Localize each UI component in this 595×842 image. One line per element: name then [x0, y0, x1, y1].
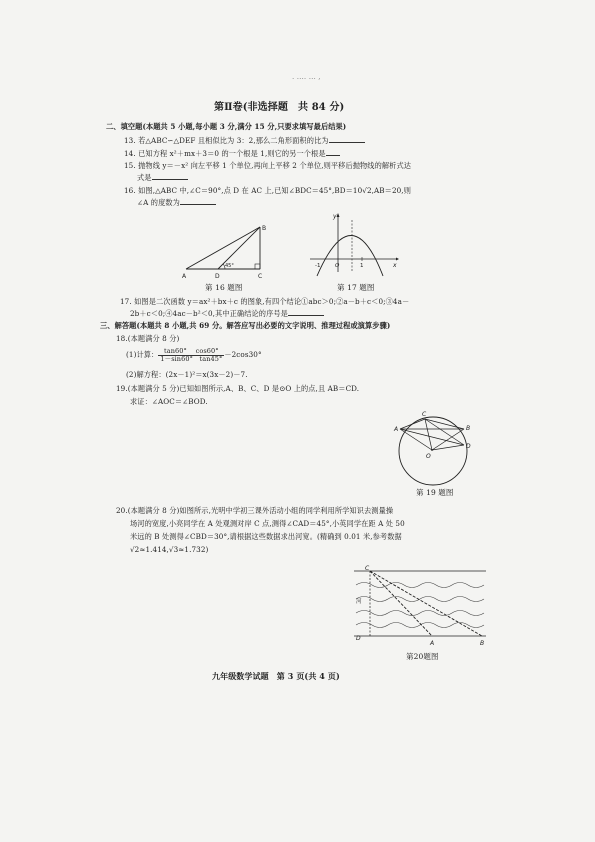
- fig16-label-c: C: [258, 273, 263, 280]
- question-15-line1: 15. 抛物线 y＝－x² 向左平移 1 个单位,再向上平移 2 个单位,则平移后抛物线的解析式达: [124, 161, 412, 170]
- answer-blank-15: [152, 172, 188, 180]
- question-20-line3: 米远的 B 处测得∠CBD＝30°,请根据这些数据求出河宽。(精确到 0.01 米,参考数据: [130, 532, 402, 541]
- fig16-caption: 第 16 题图: [205, 283, 243, 292]
- question-16-line2: ∠A 的度数为: [137, 197, 216, 207]
- fig20-label-d: D: [356, 635, 361, 642]
- fig19-label-d: D: [466, 443, 471, 450]
- question-19-line1: 19.(本题满分 5 分)已知如图所示,A、B、C、D 是⊙O 上的点,且 AB＝CD.: [116, 384, 360, 393]
- fig19-label-c: C: [422, 411, 427, 418]
- question-18-head: 18.(本题满分 8 分): [116, 334, 180, 343]
- fig19-label-a: A: [394, 426, 399, 433]
- question-17-line2: 2b＋c＜0;④4ac－b²＜0,其中正确结论的序号是: [130, 308, 324, 318]
- fig17-label-o: O: [335, 263, 340, 269]
- fig17-label-1: 1: [360, 263, 364, 269]
- fig16-label-d: D: [215, 273, 220, 280]
- question-18-part2: (2)解方程：(2x－1)²＝x(3x－2)－7.: [126, 370, 248, 379]
- question-15-line2: 式是: [137, 172, 188, 182]
- question-13: 13. 若△ABC∽△DEF 且相似比为 3：2,那么二角形面积的比为: [124, 135, 365, 145]
- q18-fraction: $\frac{\tan 60^\circ \cos 60^\circ}{1-\sin 60^\circ \tan 45^\circ}$: [160, 346, 223, 363]
- fig19-caption: 第 19 题图: [416, 488, 454, 497]
- section3-heading: 三、解答题(本题共 8 小题,共 69 分。解答应写出必要的文字说明、推理过程或演算步骤): [100, 321, 391, 330]
- fig16-angle: 45°: [225, 263, 234, 269]
- question-20-line1: 20.(本题满分 8 分)如图所示,光明中学初三课外活动小组的同学利用所学知识去测量操: [116, 506, 394, 515]
- fig19-label-b: B: [466, 425, 471, 432]
- question-14: 14. 已知方程 x²＋mx＋3＝0 的一个根是 1,则它的另一个根是: [124, 148, 340, 158]
- fig20-label-river: 河: [356, 599, 362, 605]
- fig20-label-c: C: [365, 565, 370, 572]
- fig16-label-b: B: [262, 225, 267, 232]
- answer-blank-13: [329, 135, 365, 143]
- question-16-line1: 16. 如图,△ABC 中,∠C＝90°,点 D 在 AC 上,已知∠BDC＝45°,BD＝10√2,AB＝20,则: [124, 186, 411, 195]
- question-19-line2: 求证：∠AOC＝∠BOD.: [130, 397, 208, 406]
- figure-17: [308, 210, 408, 280]
- page-footer: 九年级数学试题 第 3 页(共 4 页): [212, 671, 340, 681]
- fig20-label-b: B: [480, 640, 485, 647]
- fig17-label-minus1: -1: [315, 263, 321, 269]
- fig20-caption: 第20题图: [406, 652, 439, 661]
- figure-16: [178, 222, 278, 292]
- answer-blank-17: [288, 308, 324, 316]
- section2-heading: 二、填空题(本题共 5 小题,每小题 3 分,满分 15 分,只要求填写最后结果): [106, 122, 347, 131]
- top-marks: . .... ... ,: [292, 72, 321, 81]
- question-18-part1: (1)计算： $\frac{\tan 60^\circ \cos 60^\circ}{1-\sin 60^\circ \tan 45^\circ}$ －2cos30°: [126, 346, 262, 363]
- fig16-label-a: A: [182, 273, 187, 280]
- fig19-label-o: O: [426, 453, 431, 460]
- answer-blank-14: [326, 148, 340, 156]
- question-17-line1: 17. 如图是二次函数 y＝ax²＋bx＋c 的图象,有四个结论①abc＞0;②a－b＋c＜0;③4a－: [120, 297, 410, 306]
- answer-blank-16: [180, 197, 216, 205]
- question-20-line2: 场河的宽度,小亮同学在 A 处观测对岸 C 点,测得∠CAD＝45°,小英同学在距 A 处 50: [130, 519, 405, 528]
- figure-19: [394, 407, 484, 487]
- fig17-caption: 第 17 题图: [337, 283, 375, 292]
- fig20-label-a: A: [430, 640, 435, 647]
- fig17-label-x: x: [393, 262, 397, 269]
- figure-20: [348, 563, 488, 653]
- fig17-label-y: y: [333, 213, 337, 220]
- question-20-line4: √2≈1.414,√3≈1.732): [130, 545, 209, 554]
- page-title: 第Ⅱ卷(非选择题 共 84 分): [214, 102, 345, 113]
